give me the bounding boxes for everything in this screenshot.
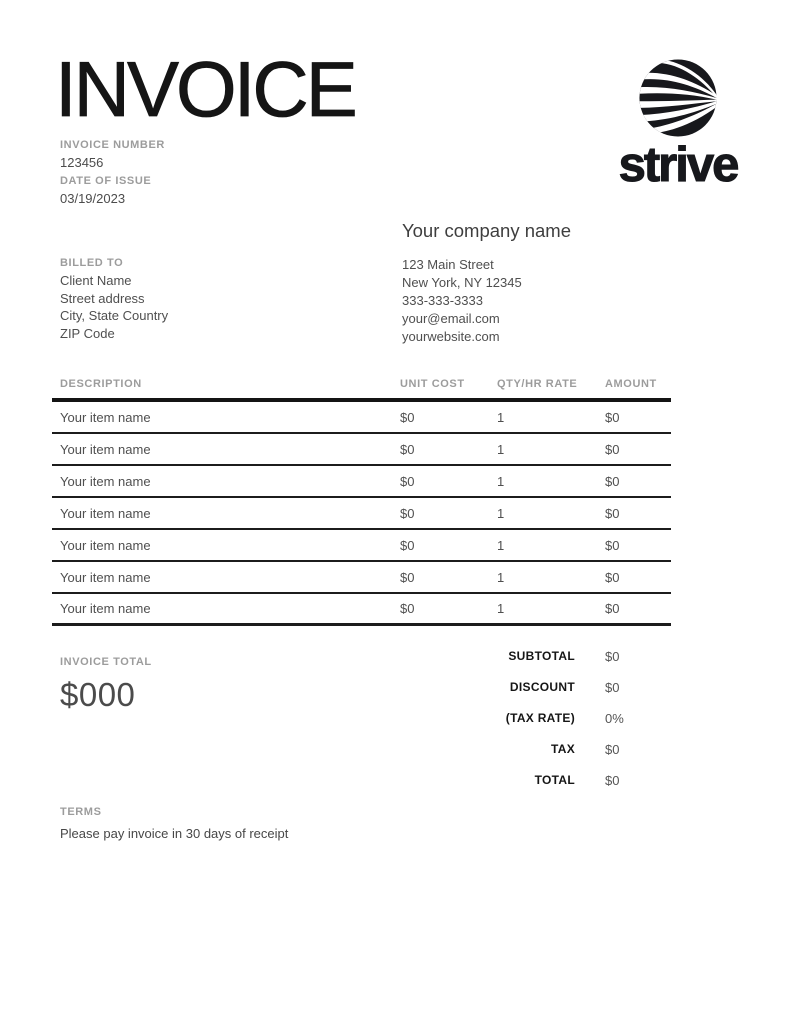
tax-value: $0	[605, 742, 620, 757]
item-amount: $0	[605, 601, 620, 616]
item-description: Your item name	[60, 537, 151, 553]
item-qty: 1	[497, 473, 505, 489]
summary-row-discount	[402, 680, 671, 711]
item-description: Your item name	[60, 441, 151, 457]
tax-label: TAX	[550, 742, 575, 756]
item-unit-cost: $0	[400, 409, 415, 425]
item-amount: $0	[605, 537, 620, 553]
header-qty-rate: QTY/HR RATE	[497, 378, 578, 390]
table-row	[52, 530, 671, 562]
summary-row-tax	[402, 742, 671, 773]
company-website: yourwebsite.com	[402, 329, 500, 344]
invoice-meta	[60, 136, 165, 208]
billed-to-section	[60, 254, 168, 342]
item-description: Your item name	[60, 473, 151, 489]
item-amount: $0	[605, 441, 620, 457]
summary-section	[402, 649, 671, 804]
item-amount: $0	[605, 505, 620, 521]
item-qty: 1	[497, 569, 505, 585]
brand-wordmark: strive	[618, 138, 738, 192]
invoice-total-label: INVOICE TOTAL	[60, 656, 152, 668]
client-name: Client Name	[60, 273, 132, 288]
total-value: $0	[605, 773, 620, 788]
subtotal-label: SUBTOTAL	[508, 649, 575, 663]
company-email: your@email.com	[402, 311, 500, 326]
item-qty: 1	[497, 409, 505, 425]
header-description: DESCRIPTION	[60, 378, 142, 390]
client-city: City, State Country	[60, 308, 169, 324]
company-section	[402, 219, 571, 346]
invoice-number-label: INVOICE NUMBER	[60, 139, 165, 151]
brand-logo	[608, 57, 748, 191]
wavy-globe-icon	[608, 57, 748, 139]
item-amount: $0	[605, 473, 620, 489]
header-unit-cost: UNIT COST	[400, 378, 465, 390]
table-row	[52, 498, 671, 530]
item-description: Your item name	[60, 409, 151, 425]
summary-row-tax-rate	[402, 711, 671, 742]
total-label: TOTAL	[534, 773, 575, 787]
tax-rate-value: 0%	[605, 711, 624, 726]
client-street: Street address	[60, 290, 145, 306]
item-qty: 1	[497, 441, 505, 457]
table-row	[52, 402, 671, 434]
invoice-number-value: 123456	[60, 155, 104, 170]
table-row	[52, 562, 671, 594]
date-of-issue-label: DATE OF ISSUE	[60, 175, 152, 187]
company-street: 123 Main Street	[402, 257, 494, 272]
date-of-issue-value: 03/19/2023	[60, 191, 126, 206]
client-zip: ZIP Code	[60, 325, 115, 341]
terms-label: TERMS	[60, 806, 102, 818]
page-title: INVOICE	[55, 45, 355, 133]
company-address	[402, 256, 571, 346]
item-qty: 1	[497, 537, 505, 553]
item-description: Your item name	[60, 569, 151, 585]
item-unit-cost: $0	[400, 505, 415, 521]
billed-to-label: BILLED TO	[60, 257, 124, 269]
item-qty: 1	[497, 505, 505, 521]
items-table	[52, 378, 671, 626]
item-unit-cost: $0	[400, 537, 415, 553]
company-name: Your company name	[402, 220, 572, 241]
table-row	[52, 466, 671, 498]
discount-value: $0	[605, 680, 620, 695]
item-qty: 1	[497, 601, 505, 616]
items-table-header	[52, 378, 671, 402]
company-city: New York, NY 12345	[402, 275, 522, 290]
item-unit-cost: $0	[400, 569, 415, 585]
invoice-total-section	[60, 653, 152, 711]
summary-row-total	[402, 773, 671, 804]
item-unit-cost: $0	[400, 441, 415, 457]
tax-rate-label: (TAX RATE)	[505, 711, 575, 725]
item-description: Your item name	[60, 505, 151, 521]
discount-label: DISCOUNT	[509, 680, 575, 694]
item-unit-cost: $0	[400, 473, 415, 489]
invoice-total-value: $000	[60, 676, 136, 713]
item-amount: $0	[605, 569, 620, 585]
item-description: Your item name	[60, 601, 151, 616]
table-row	[52, 594, 671, 626]
company-phone: 333-333-3333	[402, 293, 483, 308]
terms-section	[60, 803, 288, 843]
item-unit-cost: $0	[400, 601, 415, 616]
summary-row-subtotal	[402, 649, 671, 680]
subtotal-value: $0	[605, 649, 620, 664]
header-amount: AMOUNT	[605, 378, 657, 390]
table-row	[52, 434, 671, 466]
terms-text: Please pay invoice in 30 days of receipt	[60, 826, 289, 841]
item-amount: $0	[605, 409, 620, 425]
